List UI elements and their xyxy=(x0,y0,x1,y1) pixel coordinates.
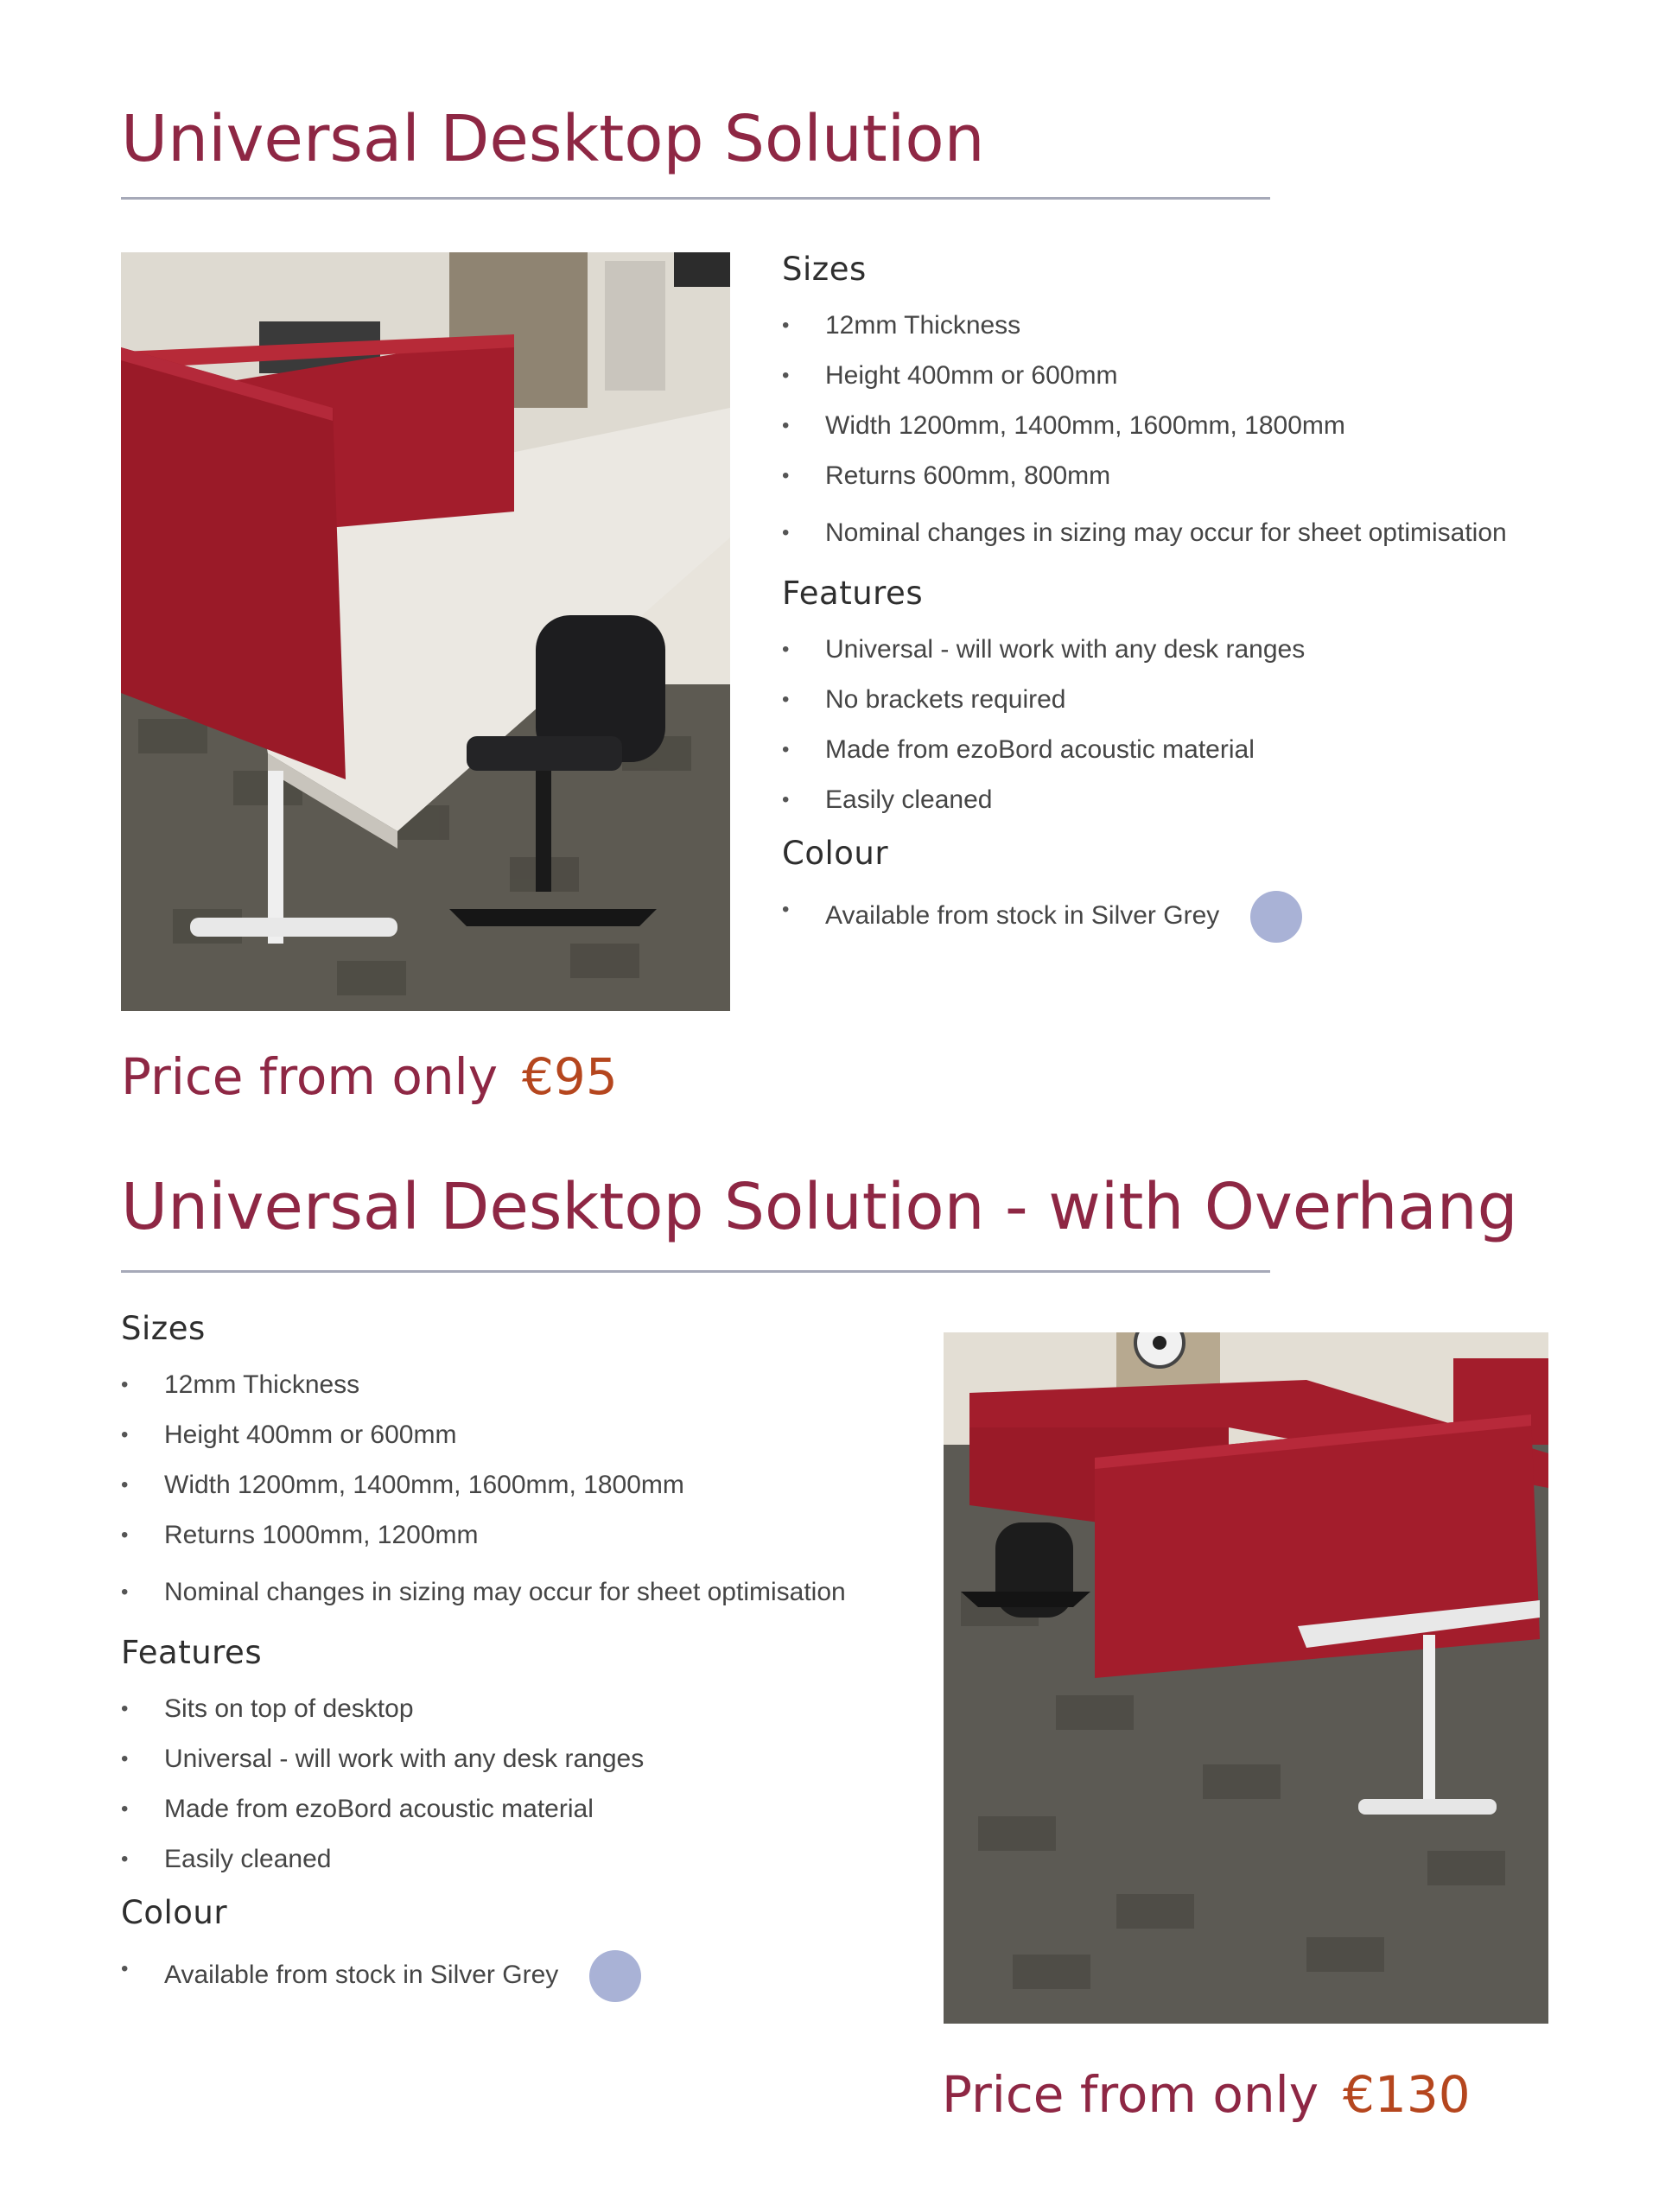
list-item xyxy=(782,891,1525,943)
list-item: • 12mm Thickness xyxy=(782,307,1525,345)
price-amount: €130 xyxy=(1343,2065,1471,2124)
features-heading: Features xyxy=(782,575,924,612)
specifications-panel xyxy=(121,1310,864,2014)
list-item: • Universal - will work with any desk ranges xyxy=(121,1740,864,1778)
sizes-list xyxy=(782,307,1525,559)
list-item: • Height 400mm or 600mm xyxy=(782,357,1525,395)
product-photo xyxy=(944,1332,1548,2024)
colour-list xyxy=(121,1950,864,2002)
list-item: • Made from ezoBord acoustic material xyxy=(782,731,1525,769)
price-tag xyxy=(942,2065,1471,2124)
colour-text: Available from stock in Silver Grey xyxy=(164,1960,559,1989)
product-title: Universal Desktop Solution xyxy=(121,102,985,176)
list-item: • Easily cleaned xyxy=(121,1840,864,1878)
product-title: Universal Desktop Solution - with Overhang xyxy=(121,1170,1518,1244)
product-section-2 xyxy=(0,1141,1659,2212)
list-item: • Nominal changes in sizing may occur for sheet optimisation xyxy=(121,1567,864,1618)
list-item: • 12mm Thickness xyxy=(121,1366,864,1404)
specifications-panel xyxy=(782,251,1525,955)
silver-grey-swatch xyxy=(589,1950,641,2002)
list-item: • No brackets required xyxy=(782,681,1525,719)
list-item: • Width 1200mm, 1400mm, 1600mm, 1800mm xyxy=(782,407,1525,445)
red-desk-screen-photo-icon xyxy=(121,252,730,1011)
list-item: • Width 1200mm, 1400mm, 1600mm, 1800mm xyxy=(121,1466,864,1504)
features-list xyxy=(121,1690,864,1878)
colour-heading: Colour xyxy=(121,1894,228,1931)
price-amount: €95 xyxy=(522,1047,618,1106)
list-item: • Height 400mm or 600mm xyxy=(121,1416,864,1454)
sizes-list xyxy=(121,1366,864,1618)
colour-text: Available from stock in Silver Grey xyxy=(825,900,1220,930)
colour-heading: Colour xyxy=(782,835,889,872)
product-photo xyxy=(121,252,730,1011)
colour-list xyxy=(782,891,1525,943)
list-item: • Easily cleaned xyxy=(782,781,1525,819)
sizes-heading: Sizes xyxy=(121,1310,206,1347)
sizes-heading: Sizes xyxy=(782,251,867,288)
list-item: • Sits on top of desktop xyxy=(121,1690,864,1728)
features-heading: Features xyxy=(121,1634,263,1671)
title-divider xyxy=(121,1270,1270,1273)
red-desk-screen-overhang-photo-icon xyxy=(944,1332,1548,2024)
list-item: • Nominal changes in sizing may occur for sheet optimisation xyxy=(782,507,1525,559)
list-item: • Universal - will work with any desk ranges xyxy=(782,631,1525,669)
title-divider xyxy=(121,197,1270,200)
silver-grey-swatch xyxy=(1250,891,1302,943)
list-item: • Returns 1000mm, 1200mm xyxy=(121,1516,864,1554)
price-label: Price from only xyxy=(121,1047,499,1106)
list-item: • Made from ezoBord acoustic material xyxy=(121,1790,864,1828)
list-item xyxy=(121,1950,864,2002)
features-list xyxy=(782,631,1525,819)
list-item: • Returns 600mm, 800mm xyxy=(782,457,1525,495)
price-tag xyxy=(121,1047,618,1106)
price-label: Price from only xyxy=(942,2065,1319,2124)
